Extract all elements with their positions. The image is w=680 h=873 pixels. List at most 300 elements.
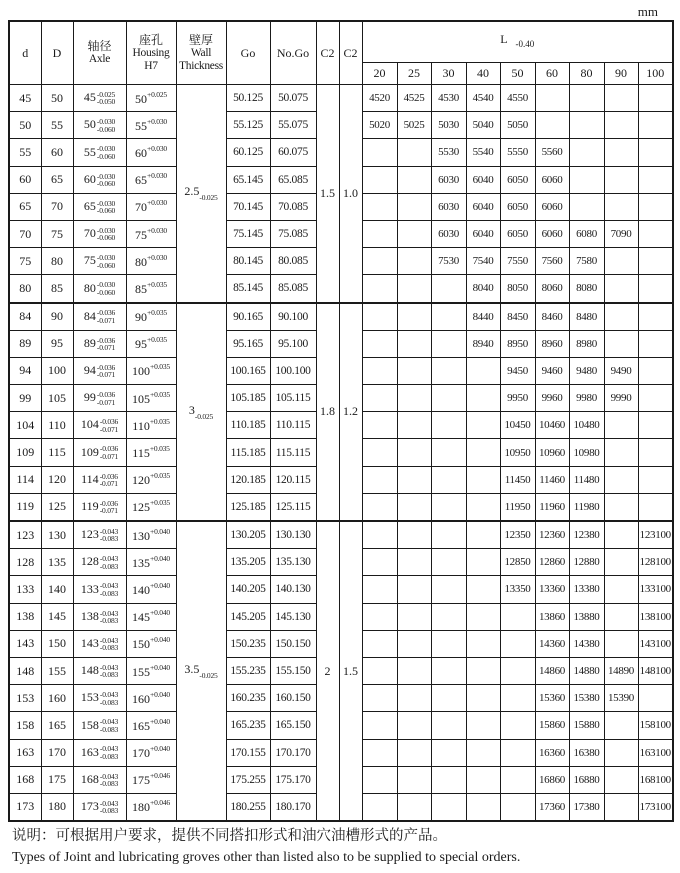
cell-c2-right: 1.0 — [339, 85, 362, 303]
cell-go: 125.185 — [226, 493, 270, 521]
cell-l-value — [362, 330, 397, 357]
l-size-header: 30 — [431, 63, 466, 85]
table-body — [9, 85, 673, 822]
wall-header-zh: 壁厚 — [188, 32, 213, 47]
cell-l-value: 128100 — [638, 549, 673, 576]
cell-l-value — [569, 112, 604, 139]
cell-housing: $180^{+0.046}$ — [126, 793, 176, 821]
cell-D: 70 — [41, 193, 73, 220]
axle-header-zh: 轴径 — [87, 39, 112, 53]
cell-l-value — [431, 603, 466, 630]
cell-l-value: 9980 — [569, 385, 604, 412]
cell-l-value — [431, 766, 466, 793]
cell-go: 130.205 — [226, 521, 270, 549]
cell-nogo: 150.150 — [270, 630, 316, 657]
cell-axle: 75 -0.030 -0.060 — [73, 248, 126, 275]
col-header-L — [362, 21, 673, 63]
cell-axle: 143 -0.043 -0.083 — [73, 630, 126, 657]
cell-housing: $90^{+0.035}$ — [126, 303, 176, 331]
cell-l-value: 12350 — [500, 521, 535, 549]
cell-housing: $155^{+0.040}$ — [126, 657, 176, 684]
cell-l-value: 5560 — [535, 139, 569, 166]
cell-l-value: 6040 — [466, 193, 500, 220]
cell-nogo: 65.085 — [270, 166, 316, 193]
cell-l-value — [397, 303, 431, 331]
cell-l-value: 158100 — [638, 712, 673, 739]
col-header-d: d — [9, 21, 41, 85]
cell-l-value: 123100 — [638, 521, 673, 549]
cell-l-value: 163100 — [638, 739, 673, 766]
cell-l-value — [397, 412, 431, 439]
cell-axle: 119 -0.036 -0.071 — [73, 493, 126, 521]
cell-D: 140 — [41, 576, 73, 603]
cell-l-value — [362, 521, 397, 549]
cell-go: 120.185 — [226, 466, 270, 493]
cell-l-value — [431, 466, 466, 493]
cell-c2-right: 1.2 — [339, 303, 362, 522]
cell-D: 65 — [41, 166, 73, 193]
cell-l-value — [466, 630, 500, 657]
col-header-wall — [176, 21, 226, 85]
cell-l-value: 15860 — [535, 712, 569, 739]
cell-d: 65 — [9, 193, 41, 220]
cell-l-value — [431, 303, 466, 331]
col-header-go: Go — [226, 21, 270, 85]
cell-l-value — [362, 657, 397, 684]
cell-axle: 84 -0.036 -0.071 — [73, 303, 126, 331]
cell-l-value — [362, 385, 397, 412]
cell-nogo: 180.170 — [270, 793, 316, 821]
cell-l-value: 8460 — [535, 303, 569, 331]
cell-l-value — [500, 766, 535, 793]
l-size-header: 80 — [569, 63, 604, 85]
cell-l-value — [500, 793, 535, 821]
cell-l-value: 11450 — [500, 466, 535, 493]
axle-header-en: Axle — [88, 53, 111, 65]
cell-l-value — [638, 166, 673, 193]
cell-l-value — [397, 549, 431, 576]
cell-l-value — [604, 166, 638, 193]
cell-housing: $75^{+0.030}$ — [126, 220, 176, 247]
cell-l-value — [397, 685, 431, 712]
cell-D: 110 — [41, 412, 73, 439]
cell-go: 150.235 — [226, 630, 270, 657]
cell-l-value — [362, 739, 397, 766]
cell-housing: $80^{+0.030}$ — [126, 248, 176, 275]
cell-l-value — [500, 685, 535, 712]
cell-nogo: 90.100 — [270, 303, 316, 331]
cell-axle: 104 -0.036 -0.071 — [73, 412, 126, 439]
l-size-header: 40 — [466, 63, 500, 85]
cell-l-value — [466, 576, 500, 603]
cell-l-value — [604, 521, 638, 549]
cell-l-value — [535, 112, 569, 139]
cell-D: 95 — [41, 330, 73, 357]
cell-D: 100 — [41, 357, 73, 384]
cell-l-value — [466, 466, 500, 493]
cell-l-value — [604, 139, 638, 166]
cell-l-value: 10960 — [535, 439, 569, 466]
cell-wall-thickness: $2.5_{-0.025}$ — [176, 85, 226, 303]
cell-housing: $120^{+0.035}$ — [126, 466, 176, 493]
cell-l-value — [604, 248, 638, 275]
cell-housing: $125^{+0.035}$ — [126, 493, 176, 521]
cell-l-value — [466, 793, 500, 821]
housing-header-zh: 座孔 — [138, 32, 163, 47]
cell-l-value — [604, 303, 638, 331]
cell-l-value: 8980 — [569, 330, 604, 357]
cell-l-value: 8440 — [466, 303, 500, 331]
cell-l-value: 5030 — [431, 112, 466, 139]
cell-l-value: 15390 — [604, 685, 638, 712]
cell-l-value: 13380 — [569, 576, 604, 603]
cell-l-value — [638, 439, 673, 466]
cell-axle: 153 -0.043 -0.083 — [73, 685, 126, 712]
cell-l-value: 148100 — [638, 657, 673, 684]
cell-l-value: 10480 — [569, 412, 604, 439]
footer-note-en: Types of Joint and lubricating groves other than listed also to be supplied to special orders. — [12, 850, 521, 866]
cell-l-value — [362, 685, 397, 712]
col-header-housing — [126, 21, 176, 85]
cell-l-value — [397, 657, 431, 684]
cell-l-value — [466, 385, 500, 412]
l-size-header: 90 — [604, 63, 638, 85]
cell-l-value — [638, 139, 673, 166]
cell-l-value: 4530 — [431, 85, 466, 112]
cell-l-value: 10980 — [569, 439, 604, 466]
cell-d: 153 — [9, 685, 41, 712]
cell-l-value — [397, 330, 431, 357]
cell-l-value — [466, 739, 500, 766]
cell-housing: $95^{+0.035}$ — [126, 330, 176, 357]
cell-housing: $110^{+0.035}$ — [126, 412, 176, 439]
cell-axle: 173 -0.043 -0.083 — [73, 793, 126, 821]
cell-l-value — [466, 439, 500, 466]
cell-nogo: 130.130 — [270, 521, 316, 549]
cell-l-value — [431, 357, 466, 384]
cell-housing: $170^{+0.040}$ — [126, 739, 176, 766]
cell-l-value — [397, 493, 431, 521]
cell-housing: $140^{+0.040}$ — [126, 576, 176, 603]
cell-l-value — [466, 766, 500, 793]
cell-l-value — [397, 712, 431, 739]
cell-l-value — [397, 193, 431, 220]
cell-d: 80 — [9, 275, 41, 303]
cell-l-value: 7530 — [431, 248, 466, 275]
cell-l-value — [397, 739, 431, 766]
cell-D: 180 — [41, 793, 73, 821]
cell-l-value — [362, 576, 397, 603]
cell-housing: $165^{+0.040}$ — [126, 712, 176, 739]
cell-l-value: 4520 — [362, 85, 397, 112]
cell-D: 175 — [41, 766, 73, 793]
cell-l-value: 14360 — [535, 630, 569, 657]
cell-l-value: 13360 — [535, 576, 569, 603]
cell-l-value — [604, 439, 638, 466]
cell-go: 50.125 — [226, 85, 270, 112]
cell-l-value: 12860 — [535, 549, 569, 576]
cell-l-value — [604, 493, 638, 521]
cell-l-value: 6050 — [500, 193, 535, 220]
cell-l-value — [397, 166, 431, 193]
cell-housing: $70^{+0.030}$ — [126, 193, 176, 220]
cell-l-value: 9460 — [535, 357, 569, 384]
cell-l-value: 6060 — [535, 193, 569, 220]
cell-l-value: 5530 — [431, 139, 466, 166]
cell-axle: 89 -0.036 -0.071 — [73, 330, 126, 357]
cell-l-value: 14380 — [569, 630, 604, 657]
cell-l-value: 11480 — [569, 466, 604, 493]
cell-l-value — [431, 412, 466, 439]
cell-l-value: 10460 — [535, 412, 569, 439]
cell-l-value — [604, 793, 638, 821]
cell-l-value: 6030 — [431, 220, 466, 247]
cell-nogo: 50.075 — [270, 85, 316, 112]
cell-D: 85 — [41, 275, 73, 303]
cell-l-value — [397, 630, 431, 657]
cell-d: 55 — [9, 139, 41, 166]
cell-D: 170 — [41, 739, 73, 766]
cell-nogo: 60.075 — [270, 139, 316, 166]
cell-l-value — [569, 139, 604, 166]
cell-go: 65.145 — [226, 166, 270, 193]
cell-l-value: 15880 — [569, 712, 604, 739]
cell-l-value — [397, 466, 431, 493]
cell-l-value — [362, 248, 397, 275]
col-header-D: D — [41, 21, 73, 85]
cell-go: 105.185 — [226, 385, 270, 412]
cell-l-value — [604, 739, 638, 766]
cell-l-value — [466, 657, 500, 684]
cell-l-value — [362, 603, 397, 630]
cell-go: 60.125 — [226, 139, 270, 166]
cell-l-value: 4550 — [500, 85, 535, 112]
cell-d: 45 — [9, 85, 41, 112]
cell-nogo: 125.115 — [270, 493, 316, 521]
cell-l-value: 6080 — [569, 220, 604, 247]
cell-housing: $105^{+0.035}$ — [126, 385, 176, 412]
cell-D: 60 — [41, 139, 73, 166]
cell-l-value — [604, 603, 638, 630]
cell-l-value: 6060 — [535, 166, 569, 193]
cell-nogo: 105.115 — [270, 385, 316, 412]
cell-l-value — [362, 549, 397, 576]
cell-l-value — [431, 493, 466, 521]
cell-D: 155 — [41, 657, 73, 684]
cell-l-value: 6040 — [466, 166, 500, 193]
cell-d: 138 — [9, 603, 41, 630]
cell-l-value: 8080 — [569, 275, 604, 303]
cell-l-value — [638, 248, 673, 275]
cell-D: 115 — [41, 439, 73, 466]
cell-l-value — [604, 112, 638, 139]
cell-D: 75 — [41, 220, 73, 247]
cell-go: 75.145 — [226, 220, 270, 247]
cell-go: 140.205 — [226, 576, 270, 603]
cell-go: 100.165 — [226, 357, 270, 384]
cell-l-value — [362, 466, 397, 493]
dimension-table — [8, 20, 674, 822]
cell-axle: 55 -0.030 -0.060 — [73, 139, 126, 166]
table-row — [9, 85, 673, 112]
cell-axle: 50 -0.030 -0.060 — [73, 112, 126, 139]
cell-go: 90.165 — [226, 303, 270, 331]
l-size-header: 25 — [397, 63, 431, 85]
cell-housing: $65^{+0.030}$ — [126, 166, 176, 193]
cell-d: 75 — [9, 248, 41, 275]
cell-go: 85.145 — [226, 275, 270, 303]
cell-l-value — [466, 685, 500, 712]
cell-D: 165 — [41, 712, 73, 739]
cell-D: 120 — [41, 466, 73, 493]
cell-nogo: 85.085 — [270, 275, 316, 303]
cell-l-value: 13860 — [535, 603, 569, 630]
cell-axle: 163 -0.043 -0.083 — [73, 739, 126, 766]
cell-c2-left: 1.5 — [316, 85, 339, 303]
cell-housing: $135^{+0.040}$ — [126, 549, 176, 576]
cell-l-value: 4540 — [466, 85, 500, 112]
cell-D: 130 — [41, 521, 73, 549]
cell-l-value: 14860 — [535, 657, 569, 684]
cell-D: 125 — [41, 493, 73, 521]
cell-l-value: 7560 — [535, 248, 569, 275]
cell-d: 173 — [9, 793, 41, 821]
wall-header-en1: Wall — [190, 46, 212, 59]
cell-l-value: 10450 — [500, 412, 535, 439]
cell-nogo: 145.130 — [270, 603, 316, 630]
cell-l-value — [638, 112, 673, 139]
cell-l-value: 5025 — [397, 112, 431, 139]
cell-l-value — [500, 630, 535, 657]
cell-l-value — [638, 275, 673, 303]
cell-l-value: 6040 — [466, 220, 500, 247]
cell-l-value: 9960 — [535, 385, 569, 412]
cell-l-value: 6060 — [535, 220, 569, 247]
cell-d: 119 — [9, 493, 41, 521]
cell-l-value — [500, 603, 535, 630]
cell-l-value — [638, 493, 673, 521]
cell-l-value — [362, 275, 397, 303]
cell-d: 104 — [9, 412, 41, 439]
cell-l-value — [604, 85, 638, 112]
cell-go: 170.155 — [226, 739, 270, 766]
wall-header-en2: Thickness — [179, 59, 223, 72]
cell-l-value — [638, 357, 673, 384]
cell-l-value — [397, 357, 431, 384]
cell-axle: 123 -0.043 -0.083 — [73, 521, 126, 549]
cell-l-value — [604, 576, 638, 603]
cell-l-value — [431, 576, 466, 603]
cell-l-value — [604, 275, 638, 303]
cell-l-value — [466, 712, 500, 739]
cell-D: 145 — [41, 603, 73, 630]
cell-l-value: 9950 — [500, 385, 535, 412]
cell-l-value — [362, 303, 397, 331]
cell-go: 175.255 — [226, 766, 270, 793]
cell-l-value: 6050 — [500, 166, 535, 193]
cell-l-value: 173100 — [638, 793, 673, 821]
unit-label: mm — [637, 4, 658, 19]
cell-housing: $60^{+0.030}$ — [126, 139, 176, 166]
cell-D: 90 — [41, 303, 73, 331]
cell-l-value — [431, 549, 466, 576]
cell-housing: $55^{+0.030}$ — [126, 112, 176, 139]
cell-c2-left: 1.8 — [316, 303, 339, 522]
cell-go: 155.235 — [226, 657, 270, 684]
cell-l-value: 6050 — [500, 220, 535, 247]
cell-go: 95.165 — [226, 330, 270, 357]
cell-l-value: 14890 — [604, 657, 638, 684]
l-size-header: 50 — [500, 63, 535, 85]
cell-l-value — [397, 793, 431, 821]
cell-l-value — [569, 193, 604, 220]
cell-d: 168 — [9, 766, 41, 793]
cell-l-value — [431, 657, 466, 684]
cell-l-value — [362, 193, 397, 220]
cell-l-value — [604, 330, 638, 357]
cell-l-value — [638, 193, 673, 220]
cell-axle: 168 -0.043 -0.083 — [73, 766, 126, 793]
cell-l-value — [604, 193, 638, 220]
cell-l-value — [431, 712, 466, 739]
cell-l-value: 8950 — [500, 330, 535, 357]
col-header-c2-right: C2 — [339, 21, 362, 85]
cell-l-value — [604, 630, 638, 657]
cell-axle: 94 -0.036 -0.071 — [73, 357, 126, 384]
cell-housing: $145^{+0.040}$ — [126, 603, 176, 630]
cell-nogo: 160.150 — [270, 685, 316, 712]
cell-l-value — [362, 630, 397, 657]
cell-l-value — [362, 439, 397, 466]
cell-l-value: 10950 — [500, 439, 535, 466]
cell-nogo: 175.170 — [270, 766, 316, 793]
cell-axle: 133 -0.043 -0.083 — [73, 576, 126, 603]
cell-D: 80 — [41, 248, 73, 275]
cell-l-value: 8050 — [500, 275, 535, 303]
cell-l-value — [362, 793, 397, 821]
cell-l-value — [604, 466, 638, 493]
cell-l-value — [604, 712, 638, 739]
cell-l-value: 16880 — [569, 766, 604, 793]
cell-l-value: 5020 — [362, 112, 397, 139]
cell-l-value: 7090 — [604, 220, 638, 247]
cell-go: 55.125 — [226, 112, 270, 139]
cell-d: 133 — [9, 576, 41, 603]
cell-l-value — [431, 275, 466, 303]
cell-l-value: 16860 — [535, 766, 569, 793]
cell-l-value — [431, 630, 466, 657]
cell-nogo: 75.085 — [270, 220, 316, 247]
cell-l-value: 12880 — [569, 549, 604, 576]
cell-l-value: 8450 — [500, 303, 535, 331]
cell-l-value: 143100 — [638, 630, 673, 657]
cell-D: 55 — [41, 112, 73, 139]
cell-d: 84 — [9, 303, 41, 331]
cell-c2-right: 1.5 — [339, 521, 362, 821]
cell-l-value — [362, 139, 397, 166]
cell-l-value — [431, 739, 466, 766]
cell-d: 123 — [9, 521, 41, 549]
cell-nogo: 120.115 — [270, 466, 316, 493]
cell-nogo: 110.115 — [270, 412, 316, 439]
cell-l-value — [500, 739, 535, 766]
cell-l-value: 17360 — [535, 793, 569, 821]
cell-l-value — [638, 330, 673, 357]
cell-l-value — [466, 521, 500, 549]
table-row — [9, 521, 673, 549]
cell-go: 70.145 — [226, 193, 270, 220]
cell-housing: $50^{+0.025}$ — [126, 85, 176, 112]
